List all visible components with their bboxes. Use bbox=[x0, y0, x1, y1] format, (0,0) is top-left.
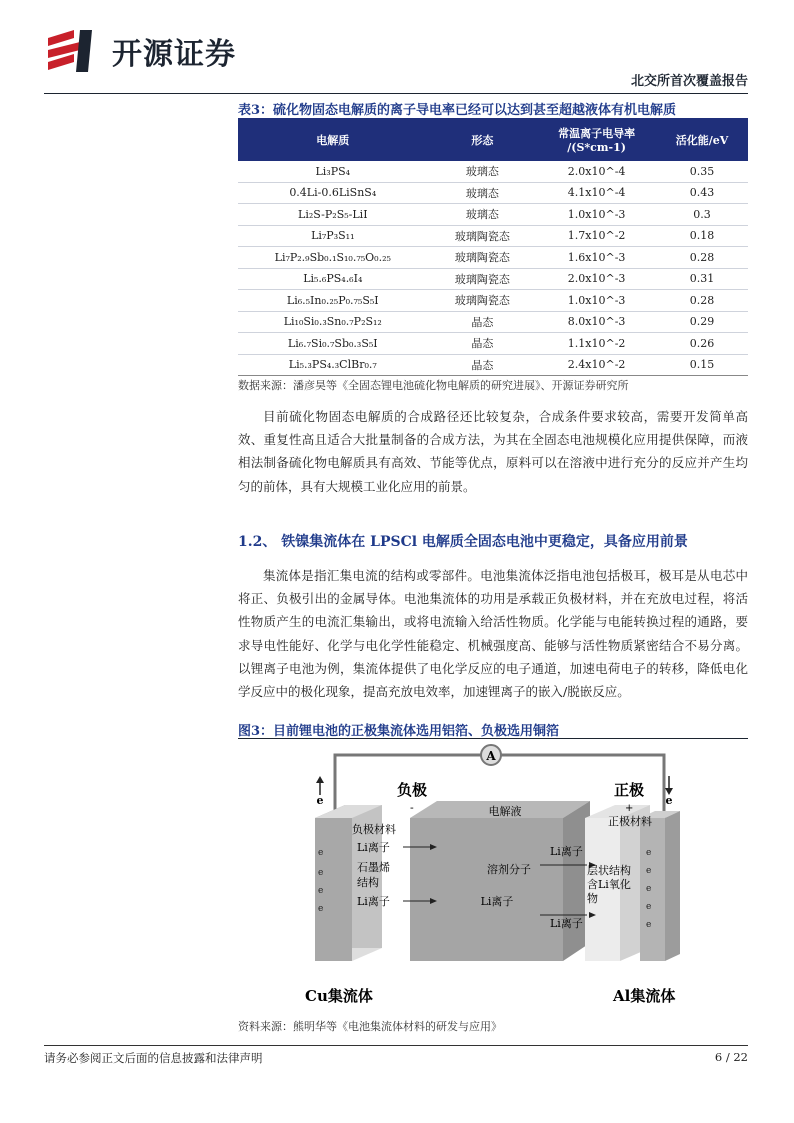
electron-arrow-left bbox=[316, 776, 324, 807]
figure-divider bbox=[238, 738, 748, 739]
svg-text:e: e bbox=[665, 794, 673, 807]
cell-electrolyte: Li₂S-P₂S₅-LiI bbox=[238, 204, 428, 226]
cell-conductivity: 1.0x10^-3 bbox=[537, 204, 656, 226]
negative-label: 负极 bbox=[397, 781, 428, 799]
cu-collector-label: Cu集流体 bbox=[305, 987, 373, 1005]
logo-text: 开源证券 bbox=[112, 37, 236, 72]
cell-conductivity: 4.1x10^-4 bbox=[537, 182, 656, 204]
positive-sign: + bbox=[625, 803, 634, 814]
negative-sign: - bbox=[410, 801, 414, 814]
neg-material-label: 负极材料 bbox=[352, 823, 396, 836]
cell-form: 玻璃陶瓷态 bbox=[428, 268, 538, 290]
cell-activation: 0.29 bbox=[656, 311, 748, 333]
col-header-conductivity: 常温离子电导率 /(S*cm-1) bbox=[537, 118, 656, 161]
cell-form: 晶态 bbox=[428, 311, 538, 333]
cell-electrolyte: Li₅.₆PS₄.₆I₄ bbox=[238, 268, 428, 290]
cell-activation: 0.3 bbox=[656, 204, 748, 226]
body-paragraph-1: 目前硫化物固态电解质的合成路径还比较复杂，合成条件要求较高，需要开发简单高效、重复性高且适合大批量制备的合成方法，为其在全固态电池规模化应用提供保障，而液相法制备硫化物电解质具有高效、节能等优点，原料可以在溶液中进行充分的反应并产生均匀的前体，具有大规模工业化应用的前景。 bbox=[238, 409, 748, 494]
footer-disclaimer: 请务必参阅正文后面的信息披露和法律声明 bbox=[44, 1051, 263, 1065]
cell-form: 玻璃态 bbox=[428, 161, 538, 182]
page-number: 6 / 22 bbox=[714, 1050, 748, 1064]
table-row bbox=[238, 204, 748, 226]
cell-form: 玻璃陶瓷态 bbox=[428, 247, 538, 269]
cell-activation: 0.15 bbox=[656, 354, 748, 376]
cell-activation: 0.28 bbox=[656, 290, 748, 312]
table-source: 数据来源：潘彦昊等《全固态锂电池硫化物电解质的研究进展》、开源证券研究所 bbox=[238, 379, 629, 392]
cell-electrolyte: Li₆.₇Si₀.₇Sb₀.₃S₅I bbox=[238, 333, 428, 355]
cell-activation: 0.18 bbox=[656, 225, 748, 247]
svg-text:e: e bbox=[646, 884, 652, 894]
pos-material-label: 正极材料 bbox=[608, 815, 652, 828]
svg-text:e: e bbox=[646, 848, 652, 858]
table-row bbox=[238, 247, 748, 269]
li-ion-label-1: Li离子 bbox=[357, 841, 390, 854]
table-caption: 表3：硫化物固态电解质的离子导电率已经可以达到甚至超越液体有机电解质 bbox=[238, 103, 677, 118]
table-row bbox=[238, 268, 748, 290]
li-ion-label-2: Li离子 bbox=[357, 895, 390, 908]
body-paragraph-2: 集流体是指汇集电流的结构或零部件。电池集流体泛指电池包括极耳，极耳是从电芯中将正、负极引出的金属导体。电池集流体的功用是承载正负极材料，并在充放电过程，将活性物质产生的电流汇集输出，或将电流输入给活性物质。化学能与电能转换过程的通路，要求导电性能好、化学与电化学性能稳定、机械强度高、能够与活性物质紧密结合不易分离。以锂离子电池为例，集流体提供了电化学反应的电子通道，加速电荷电子的转移，降低电化学反应中的极化现象，提高充放电效率，加速锂离子的嵌入/脱嵌反应。 bbox=[238, 568, 748, 700]
report-type: 北交所首次覆盖报告 bbox=[630, 74, 748, 89]
col-header-electrolyte: 电解质 bbox=[238, 118, 428, 161]
al-collector-label: Al集流体 bbox=[613, 987, 676, 1005]
cell-conductivity: 2.0x10^-3 bbox=[537, 268, 656, 290]
cell-electrolyte: Li₁₀Si₀.₃Sn₀.₇P₂S₁₂ bbox=[238, 311, 428, 333]
svg-text:e: e bbox=[318, 904, 324, 914]
cell-conductivity: 2.0x10^-4 bbox=[537, 161, 656, 182]
cell-electrolyte: 0.4Li-0.6LiSnS₄ bbox=[238, 182, 428, 204]
table-row bbox=[238, 333, 748, 355]
layered-label-1: 层状结构 bbox=[587, 864, 631, 877]
cell-conductivity: 1.0x10^-3 bbox=[537, 290, 656, 312]
cell-conductivity: 8.0x10^-3 bbox=[537, 311, 656, 333]
table-row bbox=[238, 290, 748, 312]
footer-divider bbox=[44, 1045, 748, 1046]
table-row bbox=[238, 354, 748, 376]
figure-source: 资料来源：熊明华等《电池集流体材料的研发与应用》 bbox=[238, 1020, 502, 1033]
svg-text:e: e bbox=[318, 886, 324, 896]
logo-mark-icon bbox=[44, 28, 104, 74]
li-ion-label-4: Li离子 bbox=[550, 917, 583, 930]
table-row bbox=[238, 182, 748, 204]
svg-text:e: e bbox=[646, 920, 652, 930]
col-header-activation: 活化能/eV bbox=[656, 118, 748, 161]
table-row bbox=[238, 225, 748, 247]
graphene-label: 石墨烯 bbox=[357, 861, 390, 874]
electrolyte-box bbox=[410, 801, 590, 961]
cell-electrolyte: Li₆.₅In₀.₂₅P₀.₇₅S₅I bbox=[238, 290, 428, 312]
li-ion-label-3: Li离子 bbox=[550, 845, 583, 858]
header-divider bbox=[44, 93, 748, 94]
table-row bbox=[238, 311, 748, 333]
solvent-label: 溶剂分子 bbox=[487, 863, 531, 876]
cell-conductivity: 1.7x10^-2 bbox=[537, 225, 656, 247]
cell-activation: 0.28 bbox=[656, 247, 748, 269]
table-row bbox=[238, 161, 748, 182]
cell-activation: 0.31 bbox=[656, 268, 748, 290]
layered-label-3: 物 bbox=[587, 892, 598, 905]
electrolyte-label: 电解液 bbox=[488, 805, 522, 818]
cell-conductivity: 1.1x10^-2 bbox=[537, 333, 656, 355]
svg-text:e: e bbox=[318, 868, 324, 878]
cell-electrolyte: Li₃PS₄ bbox=[238, 161, 428, 182]
section-title: 1.2、 铁镍集流体在 LPSCl 电解质全固态电池中更稳定，具备应用前景 bbox=[238, 534, 688, 550]
company-logo bbox=[44, 26, 304, 76]
cell-activation: 0.35 bbox=[656, 161, 748, 182]
cell-conductivity: 1.6x10^-3 bbox=[537, 247, 656, 269]
cell-electrolyte: Li₅.₃PS₄.₃ClBr₀.₇ bbox=[238, 354, 428, 376]
cell-conductivity: 2.4x10^-2 bbox=[537, 354, 656, 376]
cell-form: 玻璃陶瓷态 bbox=[428, 290, 538, 312]
cell-form: 晶态 bbox=[428, 354, 538, 376]
cell-electrolyte: Li₇P₃S₁₁ bbox=[238, 225, 428, 247]
svg-text:e: e bbox=[316, 794, 324, 807]
battery-diagram bbox=[300, 743, 700, 1011]
col-header-form: 形态 bbox=[428, 118, 538, 161]
ammeter-label: A bbox=[486, 749, 496, 763]
electron-arrow-right bbox=[665, 776, 673, 807]
cell-activation: 0.43 bbox=[656, 182, 748, 204]
positive-label: 正极 bbox=[614, 781, 645, 799]
cell-form: 玻璃态 bbox=[428, 182, 538, 204]
cell-form: 玻璃陶瓷态 bbox=[428, 225, 538, 247]
cell-form: 玻璃态 bbox=[428, 204, 538, 226]
structure-label: 结构 bbox=[357, 876, 379, 889]
svg-text:e: e bbox=[646, 866, 652, 876]
figure-caption: 图3：目前锂电池的正极集流体选用铝箔、负极选用铜箔 bbox=[238, 724, 560, 739]
table-header-row bbox=[238, 118, 748, 161]
svg-text:e: e bbox=[646, 902, 652, 912]
li-ion-center-label: Li离子 bbox=[480, 895, 514, 908]
electrolyte-table bbox=[238, 118, 748, 376]
cell-activation: 0.26 bbox=[656, 333, 748, 355]
svg-text:e: e bbox=[318, 848, 324, 858]
cell-electrolyte: Li₇P₂.₉Sb₀.₁S₁₀.₇₅O₀.₂₅ bbox=[238, 247, 428, 269]
layered-label-2: 含Li氧化 bbox=[587, 878, 631, 891]
cell-form: 晶态 bbox=[428, 333, 538, 355]
